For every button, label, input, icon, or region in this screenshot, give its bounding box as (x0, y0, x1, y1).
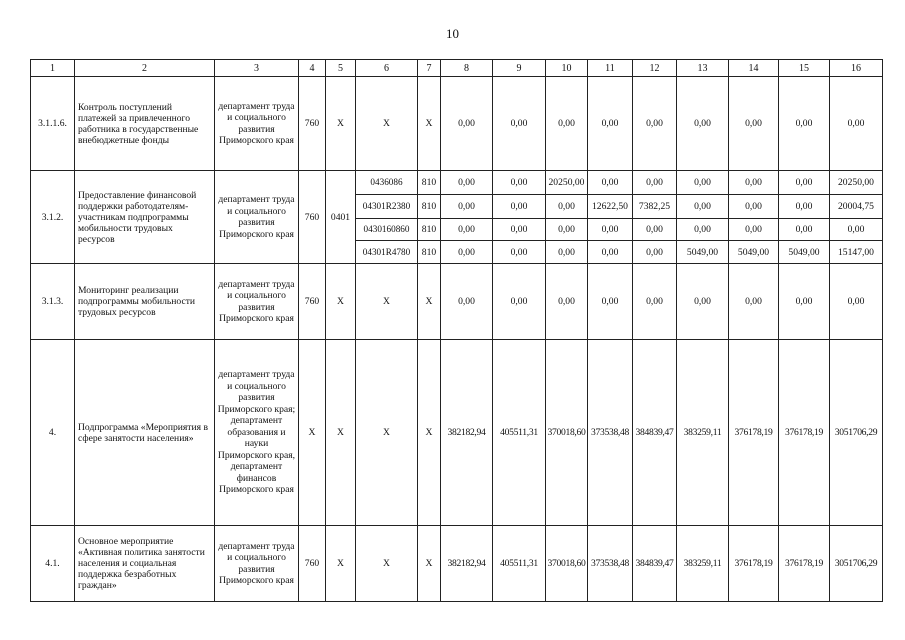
header-cell: 10 (546, 60, 588, 77)
value-cell: 0,00 (633, 264, 677, 340)
value-cell: 376178,19 (779, 526, 830, 602)
table-row (31, 264, 883, 340)
page-number: 10 (446, 26, 459, 41)
value-cell: 0,00 (729, 264, 779, 340)
header-cell: 9 (493, 60, 546, 77)
activity-name: Мониторинг реализации подпрограммы мобильности трудовых ресурсов (75, 264, 215, 340)
value-cell: 382182,94 (441, 526, 493, 602)
value-cell: 0,00 (729, 195, 779, 219)
value-cell: 376178,19 (779, 340, 830, 526)
value-cell: 0,00 (493, 77, 546, 171)
value-cell: 0,00 (729, 77, 779, 171)
executor: департамент труда и социального развития Приморского края (215, 171, 299, 264)
value-cell: 0,00 (441, 219, 493, 241)
value-cell: 0,00 (677, 264, 729, 340)
header-cell: 8 (441, 60, 493, 77)
value-cell: 0,00 (588, 241, 633, 264)
cell-col5: X (326, 526, 356, 602)
value-cell: 0,00 (779, 171, 830, 195)
value-cell: 0,00 (779, 219, 830, 241)
header-cell: 2 (75, 60, 215, 77)
value-cell: 0,00 (588, 264, 633, 340)
cell-col4: 760 (299, 171, 326, 264)
header-cell: 7 (418, 60, 441, 77)
header-row (31, 60, 883, 77)
cell-col5: X (326, 340, 356, 526)
cell-col7: X (418, 340, 441, 526)
value-cell: 0,00 (588, 219, 633, 241)
header-cell: 1 (31, 60, 75, 77)
executor: департамент труда и социального развития Приморского края (215, 77, 299, 171)
value-cell: 383259,11 (677, 526, 729, 602)
value-cell: 0,00 (830, 264, 883, 340)
value-cell: 382182,94 (441, 340, 493, 526)
value-cell: 376178,19 (729, 340, 779, 526)
value-cell: 5049,00 (729, 241, 779, 264)
cell-col7: X (418, 526, 441, 602)
value-cell: 370018,60 (546, 526, 588, 602)
row-number: 4.1. (31, 526, 75, 602)
value-cell: 405511,31 (493, 526, 546, 602)
executor: департамент труда и социального развития Приморского края (215, 264, 299, 340)
activity-name: Основное мероприятие «Активная политика занятости населения и социальная поддержка безработных граждан» (75, 526, 215, 602)
value-cell: 0,00 (677, 77, 729, 171)
value-cell: 0,00 (779, 264, 830, 340)
header-cell: 4 (299, 60, 326, 77)
cell-col5: 0401 (326, 171, 356, 264)
value-cell: 0,00 (441, 171, 493, 195)
value-cell: 0,00 (633, 171, 677, 195)
cell-col7: 810 (418, 195, 441, 219)
value-cell: 0,00 (677, 171, 729, 195)
value-cell: 0,00 (588, 171, 633, 195)
value-cell: 0,00 (729, 171, 779, 195)
row-number: 4. (31, 340, 75, 526)
value-cell: 0,00 (546, 219, 588, 241)
value-cell: 0,00 (441, 264, 493, 340)
value-cell: 384839,47 (633, 526, 677, 602)
value-cell: 0,00 (493, 219, 546, 241)
row-number: 3.1.1.6. (31, 77, 75, 171)
value-cell: 0,00 (830, 77, 883, 171)
value-cell: 376178,19 (729, 526, 779, 602)
value-cell: 0,00 (546, 195, 588, 219)
cell-col6: X (356, 77, 418, 171)
value-cell: 0,00 (546, 77, 588, 171)
header-cell: 6 (356, 60, 418, 77)
value-cell: 0,00 (441, 77, 493, 171)
cell-col4: 760 (299, 526, 326, 602)
row-number: 3.1.3. (31, 264, 75, 340)
value-cell: 20250,00 (830, 171, 883, 195)
table-row (31, 526, 883, 602)
cell-col7: 810 (418, 241, 441, 264)
value-cell: 384839,47 (633, 340, 677, 526)
header-cell: 14 (729, 60, 779, 77)
cell-col6: X (356, 340, 418, 526)
value-cell: 3051706,29 (830, 340, 883, 526)
value-cell: 3051706,29 (830, 526, 883, 602)
header-cell: 5 (326, 60, 356, 77)
table-row (31, 171, 883, 195)
header-cell: 11 (588, 60, 633, 77)
cell-col7: 810 (418, 219, 441, 241)
value-cell: 5049,00 (779, 241, 830, 264)
value-cell: 0,00 (441, 241, 493, 264)
value-cell: 373538,48 (588, 526, 633, 602)
header-cell: 15 (779, 60, 830, 77)
value-cell: 20250,00 (546, 171, 588, 195)
activity-name: Предоставление финансовой поддержки работодателям-участникам подпрограммы мобильности трудовых ресурсов (75, 171, 215, 264)
value-cell: 373538,48 (588, 340, 633, 526)
value-cell: 0,00 (633, 241, 677, 264)
row-number: 3.1.2. (31, 171, 75, 264)
cell-col7: X (418, 77, 441, 171)
header-cell: 3 (215, 60, 299, 77)
value-cell: 0,00 (779, 77, 830, 171)
value-cell: 0,00 (830, 219, 883, 241)
value-cell: 0,00 (677, 195, 729, 219)
cell-col6: 0436086 (356, 171, 418, 195)
header-cell: 16 (830, 60, 883, 77)
table-row (31, 77, 883, 171)
value-cell: 0,00 (779, 195, 830, 219)
executor: департамент труда и социального развития Приморского края (215, 526, 299, 602)
value-cell: 405511,31 (493, 340, 546, 526)
cell-col7: 810 (418, 171, 441, 195)
value-cell: 0,00 (633, 219, 677, 241)
cell-col7: X (418, 264, 441, 340)
value-cell: 0,00 (729, 219, 779, 241)
header-cell: 12 (633, 60, 677, 77)
value-cell: 0,00 (546, 241, 588, 264)
value-cell: 0,00 (633, 77, 677, 171)
cell-col4: X (299, 340, 326, 526)
cell-col6: 04301R4780 (356, 241, 418, 264)
cell-col6: X (356, 264, 418, 340)
cell-col4: 760 (299, 264, 326, 340)
value-cell: 20004,75 (830, 195, 883, 219)
value-cell: 12622,50 (588, 195, 633, 219)
cell-col6: 04301R2380 (356, 195, 418, 219)
cell-col6: X (356, 526, 418, 602)
value-cell: 0,00 (493, 241, 546, 264)
value-cell: 0,00 (588, 77, 633, 171)
cell-col4: 760 (299, 77, 326, 171)
value-cell: 0,00 (441, 195, 493, 219)
value-cell: 5049,00 (677, 241, 729, 264)
executor: департамент труда и социального развития Приморского края; департамент образования и науки Приморского края, департамент финансов Приморского края (215, 340, 299, 526)
value-cell: 0,00 (493, 171, 546, 195)
value-cell: 0,00 (493, 195, 546, 219)
value-cell: 0,00 (677, 219, 729, 241)
activity-name: Контроль поступлений платежей за привлеченного работника в государственные внебюджетные фонды (75, 77, 215, 171)
budget-table (30, 59, 883, 602)
table-row (31, 340, 883, 526)
cell-col6: 0430160860 (356, 219, 418, 241)
value-cell: 0,00 (546, 264, 588, 340)
cell-col5: X (326, 77, 356, 171)
cell-col5: X (326, 264, 356, 340)
value-cell: 7382,25 (633, 195, 677, 219)
value-cell: 383259,11 (677, 340, 729, 526)
header-cell: 13 (677, 60, 729, 77)
value-cell: 370018,60 (546, 340, 588, 526)
value-cell: 0,00 (493, 264, 546, 340)
activity-name: Подпрограмма «Мероприятия в сфере занятости населения» (75, 340, 215, 526)
value-cell: 15147,00 (830, 241, 883, 264)
